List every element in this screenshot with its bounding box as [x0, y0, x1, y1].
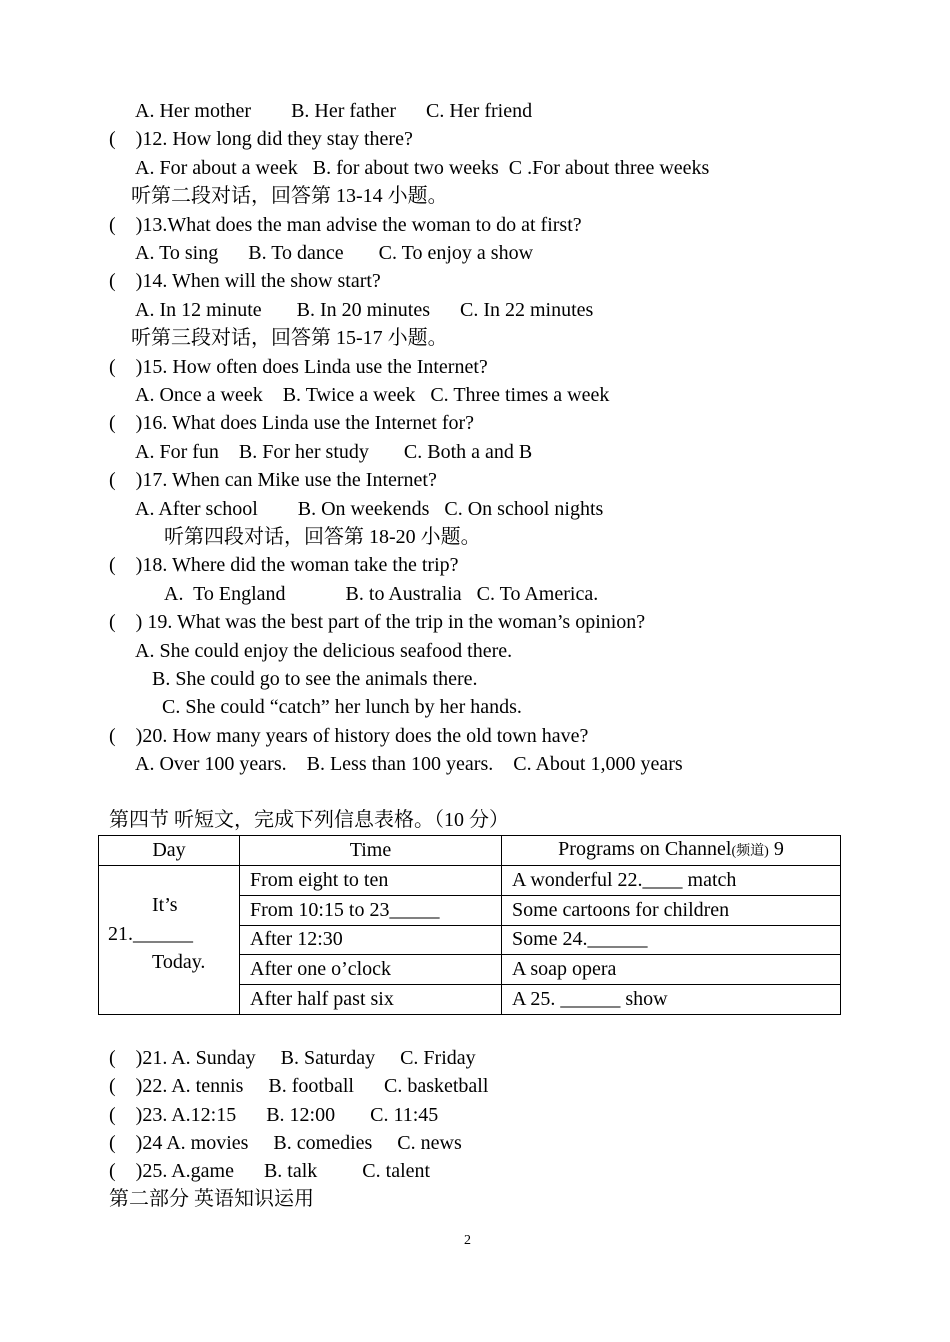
q20-options: A. Over 100 years. B. Less than 100 years. C. About 1,000 years	[135, 753, 683, 775]
header-day: Day	[99, 836, 240, 866]
header-programs	[502, 836, 841, 866]
q19: ( ) 19. What was the best part of the trip in the woman’s opinion?	[109, 611, 646, 633]
header-programs-note: (频道)	[731, 844, 769, 859]
day-line-3: Today.	[152, 951, 206, 973]
q23: ( )23. A.12:15 B. 12:00 C. 11:45	[109, 1104, 439, 1126]
section2-instr: 听第二段对话，回答第 13-14 小题。	[131, 185, 448, 207]
q11-options: A. Her mother B. Her father C. Her friend	[135, 100, 533, 122]
header-programs-num: 9	[768, 838, 784, 860]
program-cell: Some 24.______	[502, 925, 841, 955]
q16: ( )16. What does Linda use the Internet for?	[109, 412, 475, 434]
day-line-1: It’s	[152, 894, 178, 916]
q14-options: A. In 12 minute B. In 20 minutes C. In 22 minutes	[135, 299, 594, 321]
time-cell: From eight to ten	[240, 866, 502, 896]
q12-options: A. For about a week B. for about two weeks C .For about three weeks	[135, 157, 710, 179]
program-cell: A soap opera	[502, 955, 841, 985]
q22: ( )22. A. tennis B. football C. basketball	[109, 1075, 489, 1097]
q18: ( )18. Where did the woman take the trip?	[109, 554, 459, 576]
q20: ( )20. How many years of history does the old town have?	[109, 725, 589, 747]
section4-instr: 听第四段对话，回答第 18-20 小题。	[164, 526, 481, 548]
time-cell: After half past six	[240, 985, 502, 1015]
q15-options: A. Once a week B. Twice a week C. Three times a week	[135, 384, 610, 406]
program-cell: A 25. ______ show	[502, 985, 841, 1015]
q13-options: A. To sing B. To dance C. To enjoy a show	[135, 242, 534, 264]
day-cell	[99, 866, 240, 1015]
q19-option-a: A. She could enjoy the delicious seafood there.	[135, 640, 513, 662]
info-table	[98, 835, 841, 1015]
part2-heading: 第二部分 英语知识运用	[109, 1188, 314, 1210]
q13: ( )13.What does the man advise the woman to do at first?	[109, 214, 582, 236]
q21: ( )21. A. Sunday B. Saturday C. Friday	[109, 1047, 476, 1069]
header-programs-label: Programs on Channel	[558, 838, 732, 860]
table-row	[99, 866, 841, 896]
time-cell: After one o’clock	[240, 955, 502, 985]
program-cell: A wonderful 22.____ match	[502, 866, 841, 896]
q19-option-c: C. She could “catch” her lunch by her hands.	[162, 696, 522, 718]
q17-options: A. After school B. On weekends C. On school nights	[135, 498, 604, 520]
q16-options: A. For fun B. For her study C. Both a and B	[135, 441, 533, 463]
time-cell: After 12:30	[240, 925, 502, 955]
q24: ( )24 A. movies B. comedies C. news	[109, 1132, 462, 1154]
q15: ( )15. How often does Linda use the Internet?	[109, 356, 488, 378]
q25: ( )25. A.game B. talk C. talent	[109, 1160, 431, 1182]
table-header-row	[99, 836, 841, 866]
q14: ( )14. When will the show start?	[109, 270, 381, 292]
page-number: 2	[464, 1233, 471, 1248]
time-cell: From 10:15 to 23_____	[240, 895, 502, 925]
program-cell: Some cartoons for children	[502, 895, 841, 925]
day-line-2: 21.______	[108, 923, 193, 945]
header-time: Time	[240, 836, 502, 866]
q12: ( )12. How long did they stay there?	[109, 128, 413, 150]
part4-heading: 第四节 听短文，完成下列信息表格。（10 分）	[109, 809, 509, 831]
section3-instr: 听第三段对话，回答第 15-17 小题。	[131, 327, 448, 349]
q17: ( )17. When can Mike use the Internet?	[109, 469, 437, 491]
q18-options: A. To England B. to Australia C. To America.	[164, 583, 599, 605]
q19-option-b: B. She could go to see the animals there.	[152, 668, 478, 690]
